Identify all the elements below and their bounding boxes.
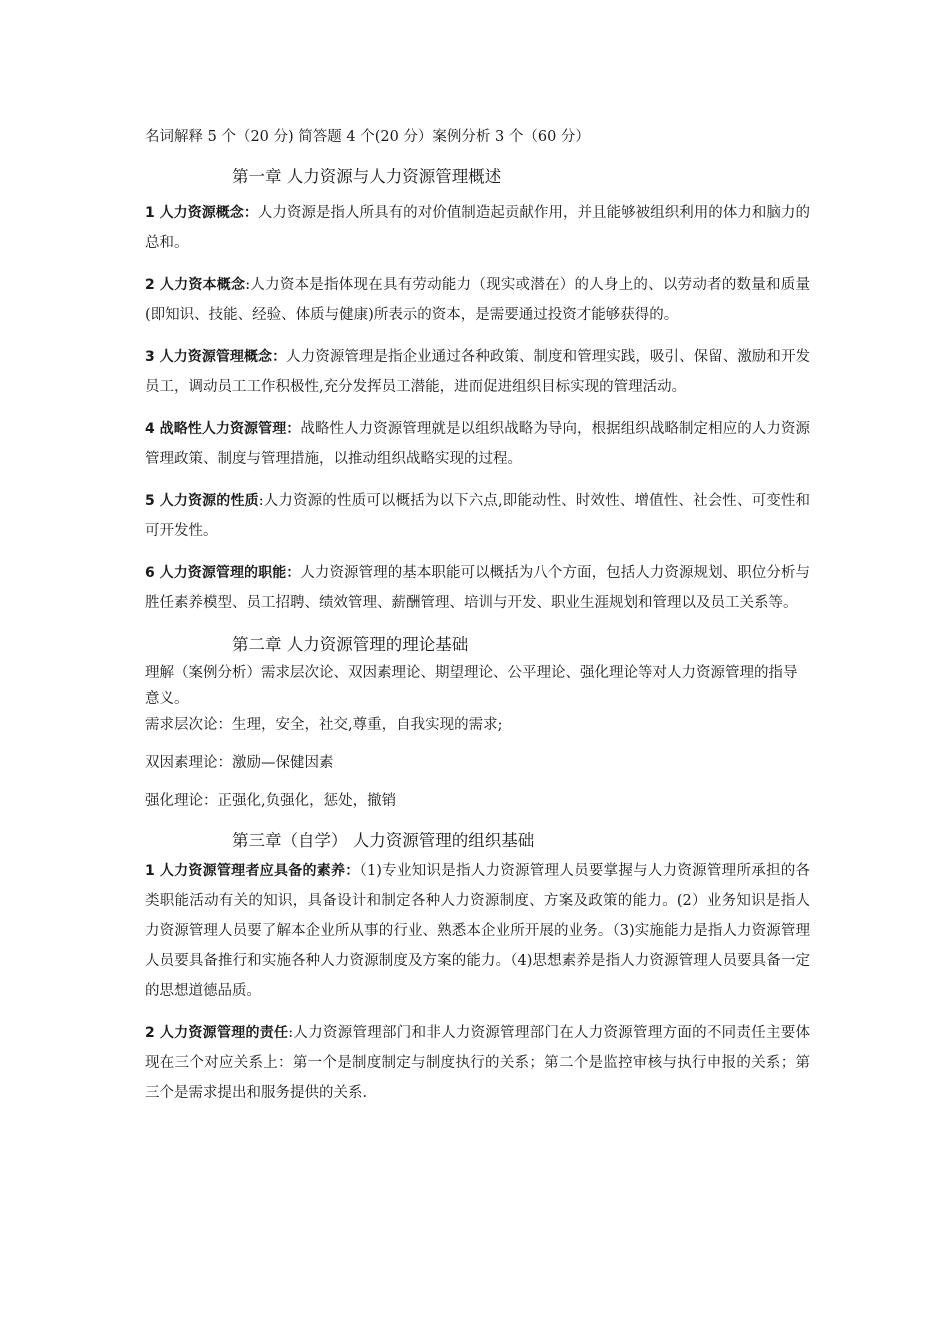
ch1-item-5: [145, 486, 810, 546]
ch2-understand-line: 理解（案例分析）需求层次论、双因素理论、期望理论、公平理论、强化理论等对人力资源管理的指导意义。: [145, 665, 798, 707]
chapter-1-title: 第一章 人力资源与人力资源管理概述: [232, 167, 502, 186]
chapter-3-title: 第三章（自学） 人力资源管理的组织基础: [232, 831, 535, 850]
ch2-two-factor-line: 双因素理论：激励—保健因素: [145, 755, 334, 771]
term-definition: 人力资源管理是指企业通过各种政策、制度和管理实践，吸引、保留、激励和开发员工，调动员工工作积极性,充分发挥员工潜能，进而促进组织目标实现的管理活动。: [145, 349, 811, 395]
ch1-item-6: [145, 558, 810, 618]
term-label: 5 人力资源的性质: [145, 493, 259, 509]
term-definition: :人力资源管理部门和非人力资源管理部门在人力资源管理方面的不同责任主要体现在三个对应关系上：第一个是制度制定与制度执行的关系；第二个是监控审核与执行申报的关系；第三个是需求提出和服务提供的关系.: [145, 1025, 810, 1101]
chapter-2-title: 第二章 人力资源管理的理论基础: [232, 635, 469, 654]
ch3-item-2: [145, 1018, 810, 1108]
term-label: 2 人力资本概念: [145, 277, 246, 293]
term-definition: 人力资源是指人所具有的对价值制造起贡献作用，并且能够被组织利用的体力和脑力的总和。: [145, 205, 810, 251]
document-content: [145, 124, 810, 1120]
ch2-reinforcement-line: 强化理论：正强化,负强化，惩处，撤销: [145, 793, 397, 809]
term-label: 1 人力资源管理者应具备的素养：: [145, 863, 360, 879]
ch3-item-1: [145, 856, 810, 1006]
term-definition: 人力资源管理的基本职能可以概括为八个方面，包括人力资源规划、职位分析与胜任素养模型、员工招聘、绩效管理、薪酬管理、培训与开发、职业生涯规划和管理以及员工关系等。: [145, 565, 810, 611]
ch2-needs-line: 需求层次论：生理，安全，社交,尊重，自我实现的需求;: [145, 717, 503, 733]
term-definition: 战略性人力资源管理就是以组织战略为导向，根据组织战略制定相应的人力资源管理政策、制度与管理措施，以推动组织战略实现的过程。: [145, 421, 810, 467]
ch1-item-1: [145, 198, 810, 258]
exam-format-line: 名词解释 5 个（20 分) 简答题 4 个(20 分）案例分析 3 个（60 分）: [145, 129, 590, 145]
term-label: 3 人力资源管理概念：: [145, 349, 287, 365]
term-label: 6 人力资源管理的职能：: [145, 565, 301, 581]
ch1-item-2: [145, 270, 810, 330]
term-label: 1 人力资源概念：: [145, 205, 258, 221]
term-definition: （1)专业知识是指人力资源管理人员要掌握与人力资源管理所承担的各类职能活动有关的知识，具备设计和制定各种人力资源制度、方案及政策的能力。(2）业务知识是指人力资源管理人员要了解本企业所从事的行业、熟悉本企业所开展的业务。（3)实施能力是指人力资源管理人员要具备推行和实施各种人力资源制度及方案的能力。（4)思想素养是指人力资源管理人员要具备一定的思想道德品质。: [145, 863, 810, 999]
term-label: 2 人力资源管理的责任: [145, 1025, 289, 1041]
term-definition: :人力资源的性质可以概括为以下六点,即能动性、时效性、增值性、社会性、可变性和可开发性。: [145, 493, 810, 539]
ch1-item-4: [145, 414, 810, 474]
term-label: 4 战略性人力资源管理：: [145, 421, 301, 437]
term-definition: :人力资本是指体现在具有劳动能力（现实或潜在）的人身上的、以劳动者的数量和质量(即知识、技能、经验、体质与健康)所表示的资本，是需要通过投资才能够获得的。: [145, 277, 810, 323]
ch1-item-3: [145, 342, 810, 402]
